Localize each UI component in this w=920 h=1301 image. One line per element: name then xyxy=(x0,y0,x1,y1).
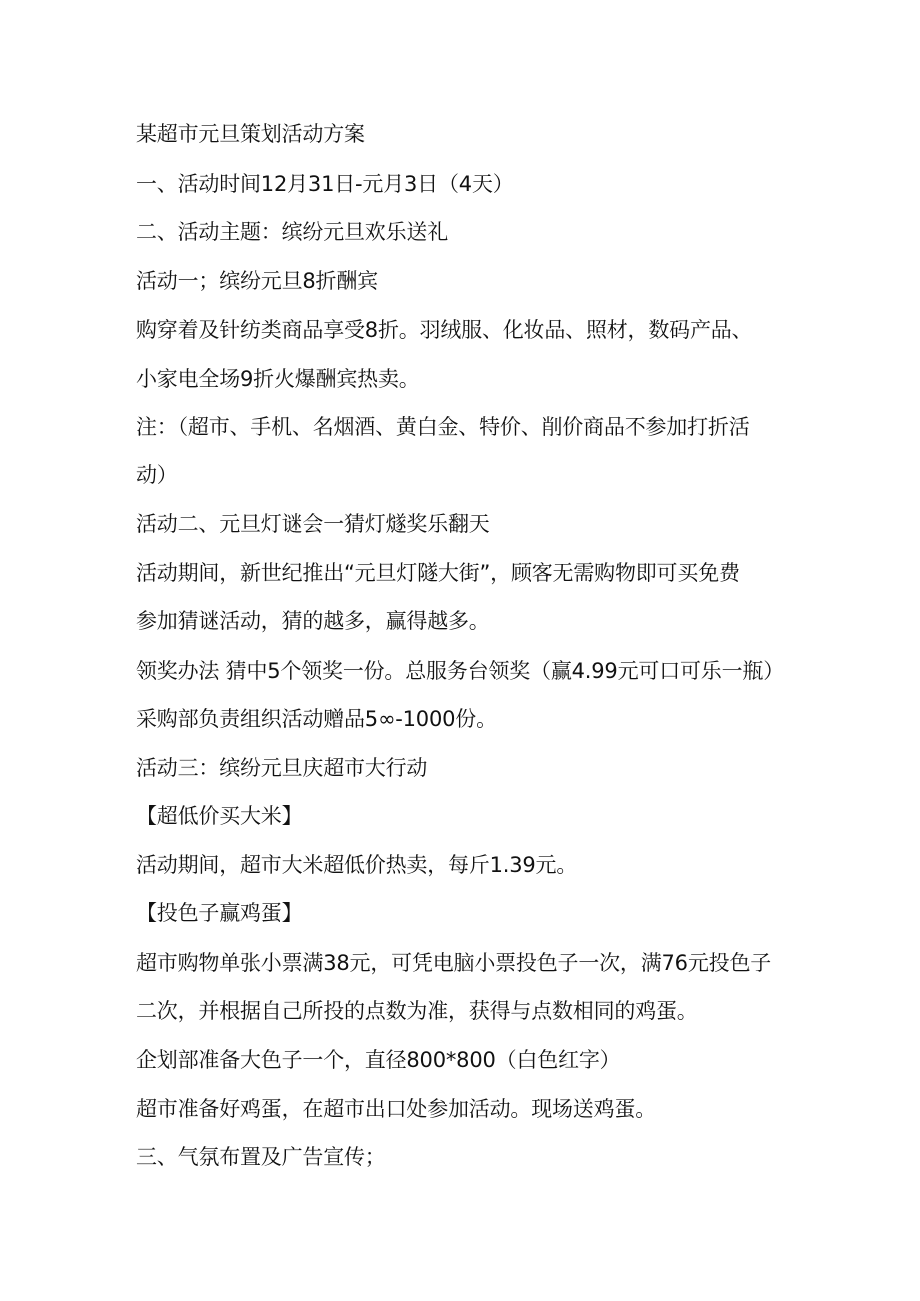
note-line: 动） xyxy=(136,463,178,487)
paragraph-line: 企划部准备大色子一个，直径800*800（白色红字） xyxy=(136,1048,621,1072)
activity-one-heading: 活动一；缤纷元旦8折酬宾 xyxy=(136,269,378,293)
paragraph-line: 参加猜谜活动，猜的越多，赢得越多。 xyxy=(136,609,490,633)
paragraph-line: 超市准备好鸡蛋，在超市出口处参加活动。现场送鸡蛋。 xyxy=(136,1097,656,1121)
paragraph-line: 领奖办法 猜中5个领奖一份。总服务台领奖（赢4.99元可口可乐一瓶） xyxy=(136,659,784,683)
paragraph-line: 活动期间，超市大米超低价热卖，每斤1.39元。 xyxy=(136,853,578,877)
paragraph-line: 超市购物单张小票满38元，可凭电脑小票投色子一次，满76元投色子 xyxy=(136,951,772,975)
paragraph-line: 小家电全场9折火爆酬宾热卖。 xyxy=(136,367,420,391)
section-atmosphere: 三、气氛布置及广告宣传； xyxy=(136,1145,386,1169)
subheading-rice: 【超低价买大米】 xyxy=(136,804,303,828)
paragraph-line: 采购部负责组织活动赠品5∞-1000份。 xyxy=(136,707,497,731)
paragraph-line: 购穿着及针纺类商品享受8折。羽绒服、化妆品、照材，数码产品、 xyxy=(136,318,753,342)
section-activity-time: 一、活动时间12月31日-元月3日（4天） xyxy=(136,172,514,196)
section-activity-theme: 二、活动主题：缤纷元旦欢乐送礼 xyxy=(136,220,448,244)
subheading-dice: 【投色子赢鸡蛋】 xyxy=(136,901,303,925)
note-line: 注：（超市、手机、名烟酒、黄白金、特价、削价商品不参加打折活 xyxy=(136,415,750,439)
paragraph-line: 活动期间，新世纪推出“元旦灯隧大街”，顾客无需购物即可买免费 xyxy=(136,561,740,585)
activity-three-heading: 活动三：缤纷元旦庆超市大行动 xyxy=(136,756,428,780)
paragraph-line: 二次，并根据自己所投的点数为准，获得与点数相同的鸡蛋。 xyxy=(136,999,698,1023)
activity-two-heading: 活动二、元旦灯谜会一猜灯燧奖乐翻天 xyxy=(136,512,490,536)
document-title: 某超市元旦策划活动方案 xyxy=(136,122,365,146)
